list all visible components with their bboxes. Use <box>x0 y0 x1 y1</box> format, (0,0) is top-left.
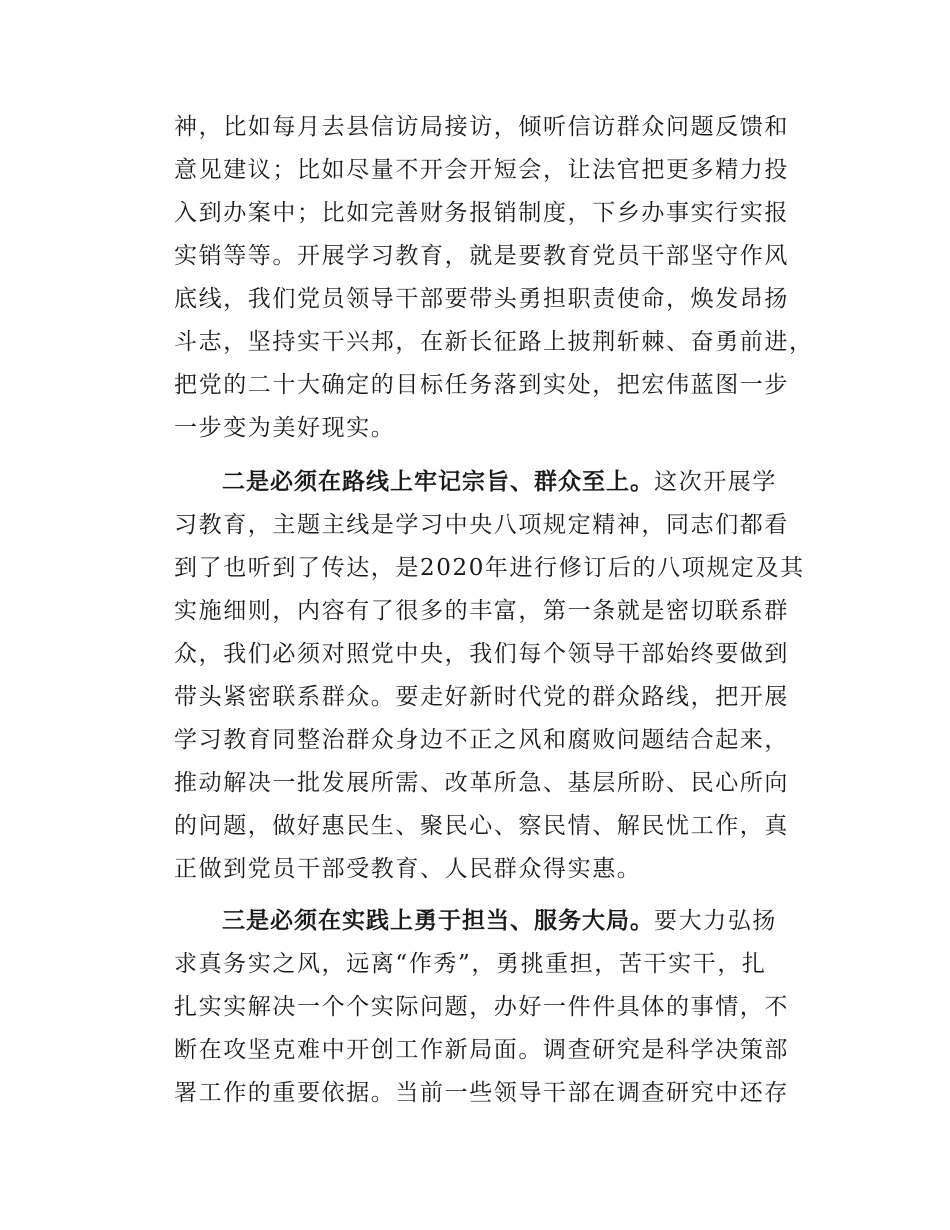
paragraph-3 <box>174 900 814 1115</box>
text-line: 一步变为美好现实。 <box>174 415 396 441</box>
paragraph-2 <box>174 461 814 891</box>
text-line: 带头紧密联系群众。要走好新时代党的群众路线，把开展 <box>174 684 789 710</box>
text-line: 的问题，做好惠民生、聚民心、察民情、解民忧工作，真 <box>174 813 789 839</box>
paragraph-heading: 三是必须在实践上勇于担当、服务大局。 <box>222 908 654 934</box>
text-line: 求真务实之风，远离“作秀”，勇挑重担，苦干实干，扎 <box>174 951 767 977</box>
paragraph-heading: 二是必须在路线上牢记宗旨、群众至上。 <box>222 469 654 495</box>
text-line: 把党的二十大确定的目标任务落到实处，把宏伟蓝图一步 <box>174 372 789 398</box>
text-line: 推动解决一批发展所需、改革所急、基层所盼、民心所向 <box>174 770 789 796</box>
text-line: 学习教育同整治群众身边不正之风和腐败问题结合起来， <box>174 727 789 753</box>
text-line: 斗志，坚持实干兴邦，在新长征路上披荆斩棘、奋勇前进， <box>174 329 814 355</box>
text-line: 到了也听到了传达，是2020年进行修订后的八项规定及其 <box>174 555 805 581</box>
text-line: 习教育，主题主线是学习中央八项规定精神，同志们都看 <box>174 512 789 538</box>
text-line: 署工作的重要依据。当前一些领导干部在调查研究中还存 <box>174 1080 789 1106</box>
text-line: 入到办案中；比如完善财务报销制度，下乡办事实行实报 <box>174 200 789 226</box>
paragraph-first-line <box>174 900 814 943</box>
text-line: 正做到党员干部受教育、人民群众得实惠。 <box>174 856 642 882</box>
text-line: 断在攻坚克难中开创工作新局面。调查研究是科学决策部 <box>174 1037 789 1063</box>
paragraph-1 <box>174 106 814 450</box>
text-line: 底线，我们党员领导干部要带头勇担职责使命，焕发昂扬 <box>174 286 789 312</box>
heading-continuation: 要大力弘扬 <box>654 908 777 934</box>
text-line: 实销等等。开展学习教育，就是要教育党员干部坚守作风 <box>174 243 789 269</box>
paragraph-first-line <box>174 461 814 504</box>
text-line: 意见建议；比如尽量不开会开短会，让法官把更多精力投 <box>174 157 789 183</box>
text-line: 神，比如每月去县信访局接访，倾听信访群众问题反馈和 <box>174 114 789 140</box>
text-line: 众，我们必须对照党中央，我们每个领导干部始终要做到 <box>174 641 789 667</box>
text-line: 实施细则，内容有了很多的丰富，第一条就是密切联系群 <box>174 598 789 624</box>
text-line: 扎实实解决一个个实际问题，办好一件件具体的事情，不 <box>174 994 789 1020</box>
heading-continuation: 这次开展学 <box>654 469 777 495</box>
